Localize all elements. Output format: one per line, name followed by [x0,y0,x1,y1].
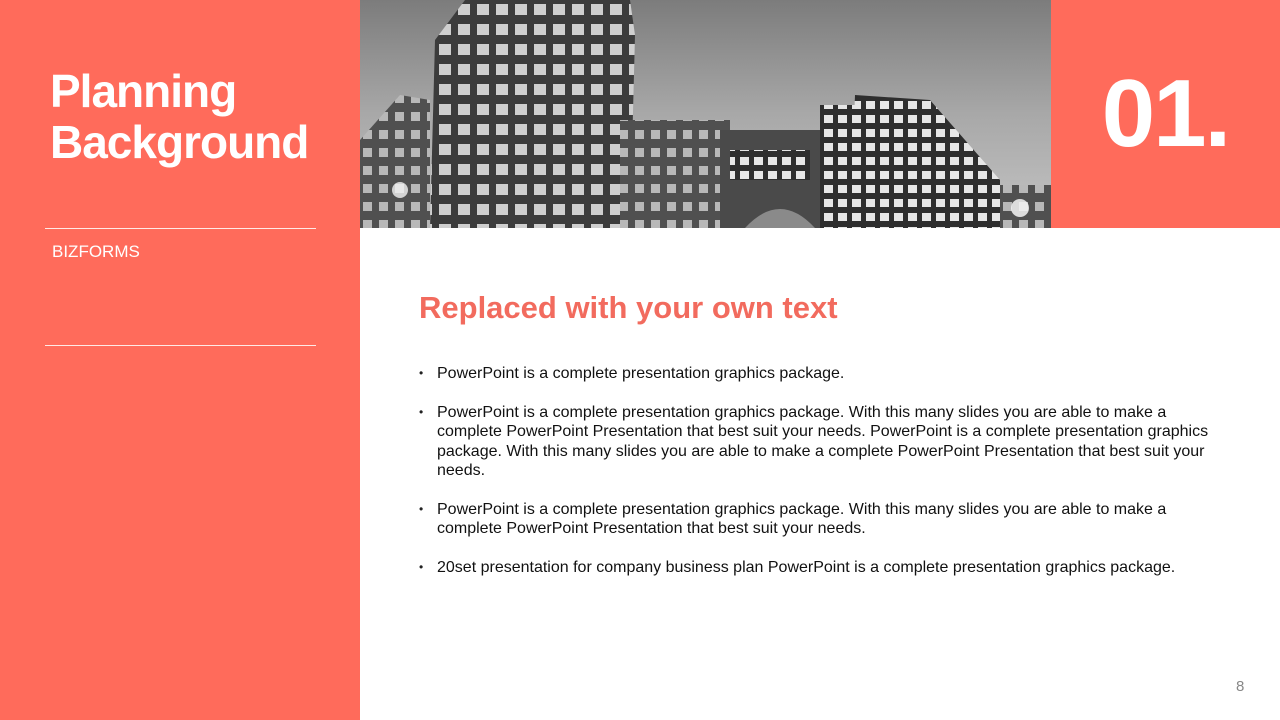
brand-label: BIZFORMS [52,242,140,261]
content-heading: Replaced with your own text [419,290,838,325]
page-number: 8 [1236,678,1245,695]
slide-title-line1: Planning [50,65,237,117]
section-number-box [1051,0,1280,228]
left-panel [0,0,360,720]
slide-title [50,66,308,168]
bullet-list [419,364,1209,596]
slide-title-line2: Background [50,116,309,168]
divider-bottom [45,345,316,346]
divider-top [45,228,316,229]
building-illustration [360,0,1051,228]
section-number: 01. [1101,60,1230,167]
bullet-item: • PowerPoint is a complete presentation graphics package. [419,364,1209,384]
bullet-item: • PowerPoint is a complete presentation graphics package. With this many slides you are able to make a complete PowerPoint Presentation that best suit your needs. [419,500,1209,539]
bullet-item: • 20set presentation for company business plan PowerPoint is a complete presentation graphics package. [419,558,1209,578]
building-photo [360,0,1051,228]
bullet-item: • PowerPoint is a complete presentation graphics package. With this many slides you are able to make a complete PowerPoint Presentation that best suit your needs. PowerPoint is a complete presentation graphics package. With this many slides you are able to make a complete PowerPoint Presentation that best suit your needs. [419,403,1209,481]
